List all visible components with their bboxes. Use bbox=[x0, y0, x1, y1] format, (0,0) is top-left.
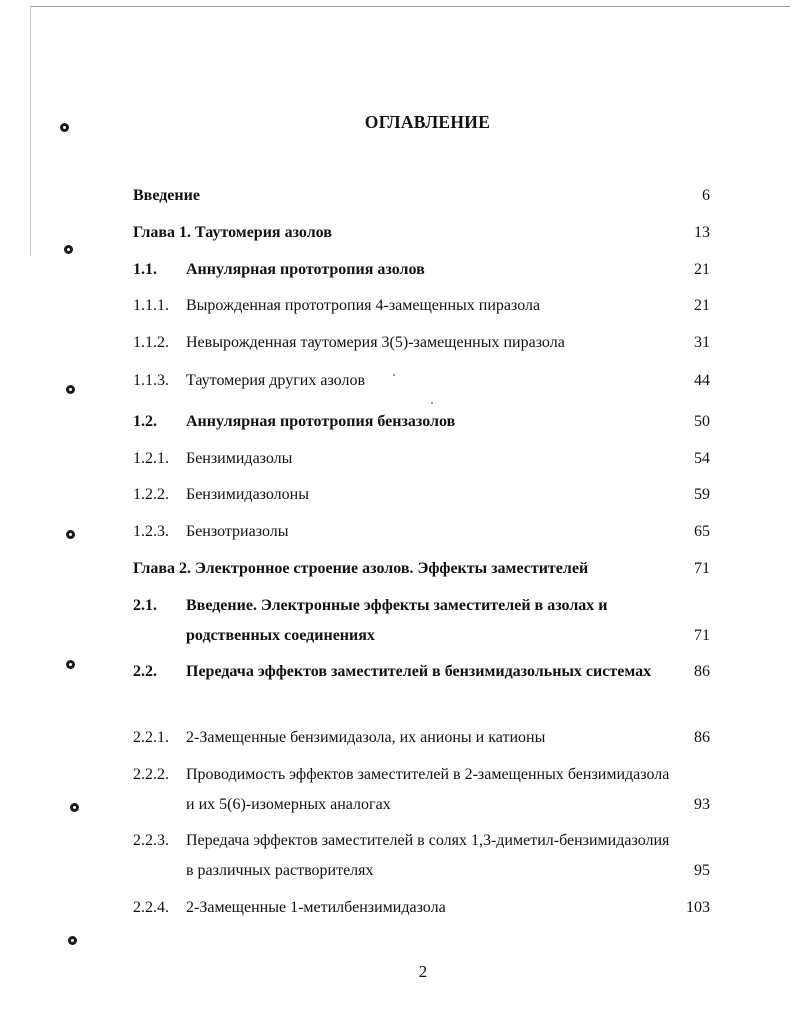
toc-entry-page: 93 bbox=[694, 796, 710, 813]
toc-entry-1-1-1 bbox=[133, 291, 710, 321]
scan-edge-top bbox=[30, 6, 790, 7]
toc-entry-2-2-4 bbox=[133, 893, 710, 923]
toc-entry-number: 2.2. bbox=[133, 663, 157, 680]
toc-entry-number: 1.2.2. bbox=[133, 486, 169, 503]
toc-entry-2-2-1 bbox=[133, 723, 710, 753]
scan-speck bbox=[431, 402, 433, 404]
toc-entry-page: 50 bbox=[694, 413, 710, 430]
toc-entry-number: 1.2. bbox=[133, 413, 157, 430]
toc-entry-introduction bbox=[133, 181, 710, 211]
punch-hole-3 bbox=[66, 385, 75, 394]
toc-entry-2-1 bbox=[133, 591, 710, 651]
punch-hole-6 bbox=[70, 803, 79, 812]
toc-entry-number: 1.1. bbox=[133, 261, 157, 278]
toc-entry-text: Введение. Электронные эффекты заместителей в азолах и родственных соединениях bbox=[186, 597, 608, 644]
toc-entry-1-2-1 bbox=[133, 444, 710, 474]
toc-entry-page: 65 bbox=[694, 523, 710, 540]
toc-entry-number: 1.1.1. bbox=[133, 297, 169, 314]
toc-entry-text: 2-Замещенные бензимидазола, их анионы и катионы bbox=[186, 729, 546, 746]
toc-entry-page: 54 bbox=[694, 450, 710, 467]
toc-entry-text: Бензимидазолоны bbox=[186, 486, 309, 503]
toc-entry-page: 103 bbox=[686, 899, 710, 916]
page-title: ОГЛАВЛЕНИЕ bbox=[364, 112, 491, 132]
punch-hole-7 bbox=[68, 936, 77, 945]
toc-entry-number: 2.2.3. bbox=[133, 832, 169, 849]
toc-entry-page: 21 bbox=[694, 297, 710, 314]
toc-entry-1-1-2 bbox=[133, 328, 710, 358]
punch-hole-2 bbox=[64, 245, 73, 254]
toc-entry-1-1-3 bbox=[133, 366, 710, 396]
toc-entry-page: 59 bbox=[694, 486, 710, 503]
toc-entry-text: Бензотриазолы bbox=[186, 523, 289, 540]
toc-entry-text: Введение bbox=[133, 187, 200, 204]
toc-entry-text: Таутомерия других азолов bbox=[186, 372, 365, 389]
toc-entry-text: Вырожденная прототропия 4-замещенных пиразола bbox=[186, 297, 541, 314]
page-number: 2 bbox=[418, 962, 428, 981]
toc-entry-page: 86 bbox=[694, 663, 710, 680]
toc-entry-text: Невырожденная таутомерия 3(5)-замещенных пиразола bbox=[186, 334, 565, 351]
toc-entry-text: Передача эффектов заместителей в солях 1,3-диметил-бензимидазолия в различных растворителях bbox=[186, 832, 670, 879]
punch-hole-5 bbox=[66, 660, 75, 669]
toc-entry-page: 71 bbox=[694, 560, 710, 577]
toc-entry-2-2-2 bbox=[133, 760, 710, 820]
toc-entry-number: 2.2.2. bbox=[133, 766, 169, 783]
toc-entry-text: Глава 1. Таутомерия азолов bbox=[133, 224, 332, 241]
toc-entry-number: 2.2.4. bbox=[133, 899, 169, 916]
toc-entry-page: 13 bbox=[694, 224, 710, 241]
toc-entry-text: Проводимость эффектов заместителей в 2-замещенных бензимидазола и их 5(6)-изомерных аналогах bbox=[186, 766, 670, 813]
toc-entry-number: 1.2.1. bbox=[133, 450, 169, 467]
toc-entry-text: 2-Замещенные 1-метилбензимидазола bbox=[186, 899, 446, 916]
toc-entry-1-2 bbox=[133, 407, 710, 437]
toc-entry-text: Глава 2. Электронное строение азолов. Эффекты заместителей bbox=[133, 560, 589, 577]
toc-entry-page: 71 bbox=[694, 627, 710, 644]
toc-entry-number: 2.1. bbox=[133, 597, 157, 614]
toc-entry-page: 31 bbox=[694, 334, 710, 351]
toc-entry-number: 2.2.1. bbox=[133, 729, 169, 746]
toc-entry-number: 1.1.3. bbox=[133, 372, 169, 389]
toc-entry-text: Аннулярная прототропия азолов bbox=[186, 261, 425, 278]
toc-entry-2-2-3 bbox=[133, 826, 710, 886]
toc-entry-text: Бензимидазолы bbox=[186, 450, 293, 467]
toc-entry-text: Передача эффектов заместителей в бензимидазольных системах bbox=[186, 663, 652, 680]
toc-entry-text: Аннулярная прототропия бензазолов bbox=[186, 413, 456, 430]
toc-entry-1-2-2 bbox=[133, 480, 710, 510]
toc-entry-number: 1.2.3. bbox=[133, 523, 169, 540]
toc-entry-chapter-2 bbox=[133, 554, 710, 584]
toc-entry-page: 95 bbox=[694, 862, 710, 879]
toc-entry-1-1 bbox=[133, 255, 710, 285]
toc-entry-page: 44 bbox=[694, 372, 710, 389]
toc-entry-page: 6 bbox=[702, 187, 710, 204]
toc-entry-2-2 bbox=[133, 657, 710, 687]
punch-hole-4 bbox=[66, 530, 75, 539]
toc-entry-number: 1.1.2. bbox=[133, 334, 169, 351]
toc-entry-page: 86 bbox=[694, 729, 710, 746]
toc-entry-page: 21 bbox=[694, 261, 710, 278]
toc-entry-1-2-3 bbox=[133, 517, 710, 547]
toc-entry-chapter-1 bbox=[133, 218, 710, 248]
